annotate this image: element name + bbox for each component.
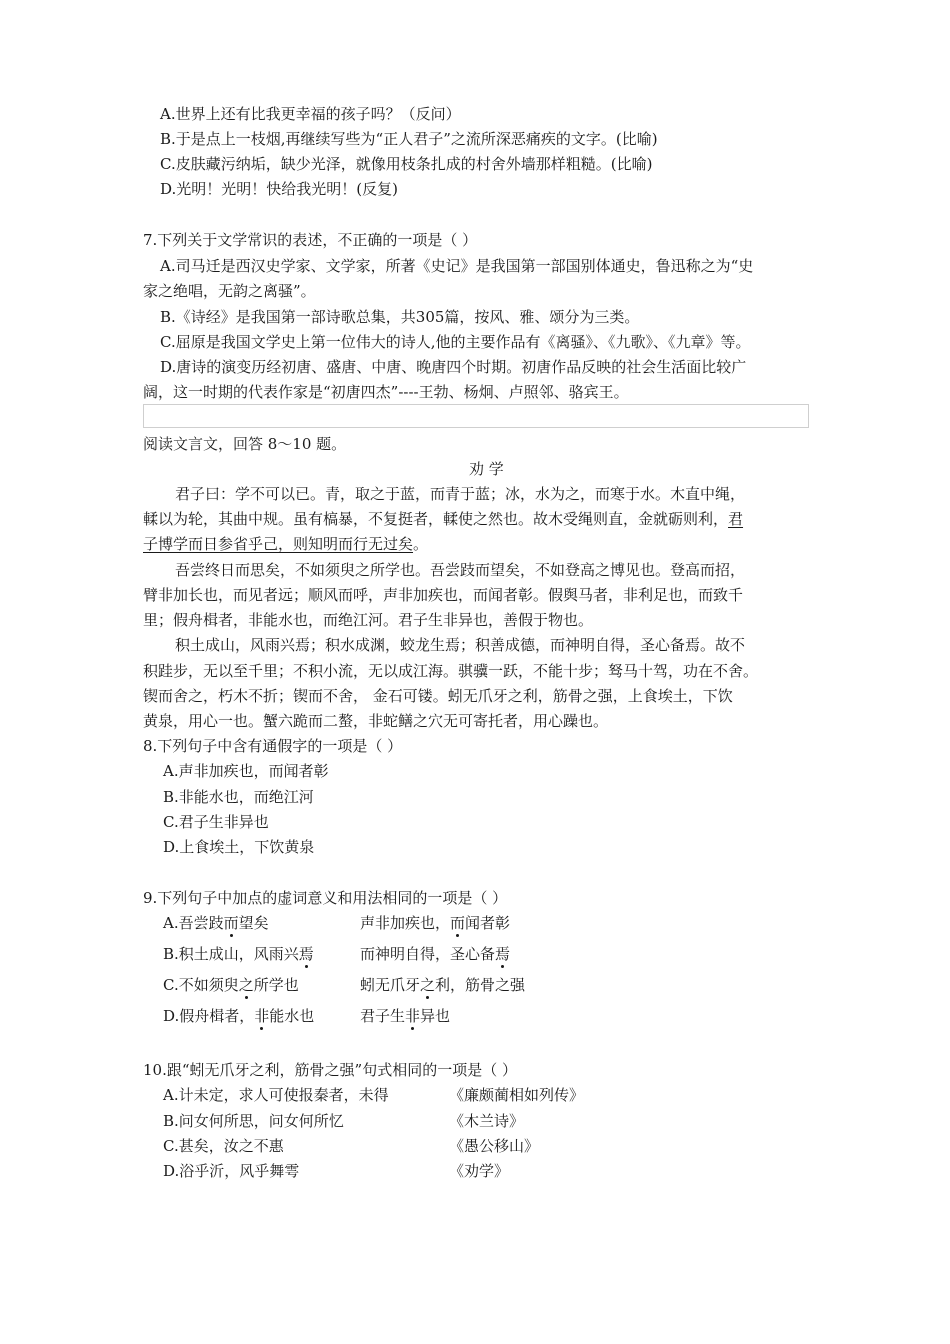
q7-option-b: B.《诗经》是我国第一部诗歌总集，共305篇，按风、雅、颂分为三类。 [160, 308, 640, 326]
underlined-text: 子博学而日参省乎己，则知明而行无过矣 [143, 535, 414, 553]
q6-option-c: C.皮肤藏污纳垢，缺少光泽，就像用枝条扎成的村舍外墙那样粗糙。(比喻) [160, 155, 653, 173]
q9-option-d-left: D.假舟楫者，非能水也 [163, 1007, 315, 1025]
passage-line: 锲而舍之，朽木不折；锲而不舍， 金石可镂。蚓无爪牙之利，筋骨之强，上食埃土，下饮 [143, 687, 733, 705]
passage-line: 子博学而日参省乎己，则知明而行无过矣。 [143, 535, 429, 553]
q7-option-a-cont: 家之绝唱，无韵之离骚”。 [143, 282, 316, 300]
reading-intro: 阅读文言文，回答 8～10 题。 [143, 435, 347, 453]
q9-option-d-right: 君子生非异也 [360, 1007, 451, 1025]
passage-title: 劝 学 [469, 460, 504, 478]
passage-line: 吾尝终日而思矣，不如须臾之所学也。吾尝跂而望矣，不如登高之博见也。登高而招， [175, 561, 746, 579]
q10-option-a-source: 《廉颇蔺相如列传》 [449, 1086, 585, 1104]
passage-line: 黄泉，用心一也。蟹六跪而二螯，非蛇鳝之穴无可寄托者，用心躁也。 [143, 712, 609, 730]
dotted-word: 非 [405, 1007, 421, 1025]
q7-option-a: A.司马迁是西汉史学家、文学家，所著《史记》是我国第一部国别体通史，鲁迅称之为“史 [160, 257, 754, 275]
q7-option-d-cont: 阔，这一时期的代表作家是“初唐四杰”----王勃、杨炯、卢照邻、骆宾王。 [143, 383, 629, 401]
q6-option-a: A.世界上还有比我更幸福的孩子吗？（反问） [160, 105, 461, 123]
q10-option-d-source: 《劝学》 [449, 1162, 510, 1180]
dotted-word: 之 [238, 976, 254, 994]
q9-option-a-right: 声非加疾也，而闻者彰 [360, 914, 511, 932]
dotted-word: 焉 [495, 945, 511, 963]
dotted-word: 非 [254, 1007, 270, 1025]
q9-option-b-right: 而神明自得，圣心备焉 [360, 945, 511, 963]
q10-option-d: D.浴乎沂，风乎舞雩 [163, 1162, 300, 1180]
q10-option-c: C.甚矣，汝之不惠 [163, 1137, 284, 1155]
q8-option-c: C.君子生非异也 [163, 813, 269, 831]
dotted-word: 之 [420, 976, 436, 994]
q8-option-a: A.声非加疾也，而闻者彰 [163, 762, 329, 780]
blank-answer-box [143, 404, 809, 428]
passage-line: 积土成山，风雨兴焉；积水成渊，蛟龙生焉；积善成德，而神明自得，圣心备焉。故不 [175, 636, 746, 654]
q7-stem: 7.下列关于文学常识的表述，不正确的一项是（ ） [143, 231, 478, 249]
q8-stem: 8.下列句子中含有通假字的一项是（ ） [143, 737, 403, 755]
q9-stem: 9.下列句子中加点的虚词意义和用法相同的一项是（ ） [143, 889, 508, 907]
passage-line: 臂非加长也，而见者远；顺风而呼，声非加疾也，而闻者彰。假舆马者，非利足也，而致千 [143, 586, 744, 604]
passage-line: 君子曰：学不可以已。青，取之于蓝，而青于蓝；冰，水为之，而寒于水。木直中绳， [175, 485, 746, 503]
q9-option-c-right: 蚓无爪牙之利，筋骨之强 [360, 976, 526, 994]
q10-option-a: A.计未定，求人可使报秦者，未得 [163, 1086, 389, 1104]
q9-option-a-left: A.吾尝跂而望矣 [163, 914, 269, 932]
q10-option-b: B.问女何所思，问女何所忆 [163, 1112, 344, 1130]
q7-option-d: D.唐诗的演变历经初唐、盛唐、中唐、晚唐四个时期。初唐作品反映的社会生活面比较广 [160, 358, 747, 376]
passage-line: 輮以为轮，其曲中规。虽有槁暴，不复挺者，輮使之然也。故木受绳则直，金就砺则利，君 [143, 510, 744, 528]
q9-option-c-left: C.不如须臾之所学也 [163, 976, 299, 994]
dotted-word: 而 [450, 914, 466, 932]
underlined-text: 君 [728, 510, 744, 528]
q10-option-b-source: 《木兰诗》 [449, 1112, 525, 1130]
q10-stem: 10.跟“蚓无爪牙之利，筋骨之强”句式相同的一项是（ ） [143, 1061, 517, 1079]
q8-option-d: D.上食埃土，下饮黄泉 [163, 838, 315, 856]
q6-option-b: B.于是点上一枝烟,再继续写些为“正人君子”之流所深恶痛疾的文字。(比喻) [160, 130, 658, 148]
passage-line: 积跬步，无以至千里；不积小流，无以成江海。骐骥一跃，不能十步；驽马十驾，功在不舍。 [143, 662, 759, 680]
dotted-word: 而 [223, 914, 239, 932]
dotted-word: 焉 [298, 945, 314, 963]
q7-option-c: C.屈原是我国文学史上第一位伟大的诗人,他的主要作品有《离骚》、《九歌》、《九章》等。 [160, 333, 751, 351]
q6-option-d: D.光明！光明！快给我光明！(反复) [160, 180, 398, 198]
passage-line: 里；假舟楫者，非能水也，而绝江河。君子生非异也，善假于物也。 [143, 611, 594, 629]
q10-option-c-source: 《愚公移山》 [449, 1137, 540, 1155]
q9-option-b-left: B.积土成山，风雨兴焉 [163, 945, 314, 963]
q8-option-b: B.非能水也，而绝江河 [163, 788, 314, 806]
